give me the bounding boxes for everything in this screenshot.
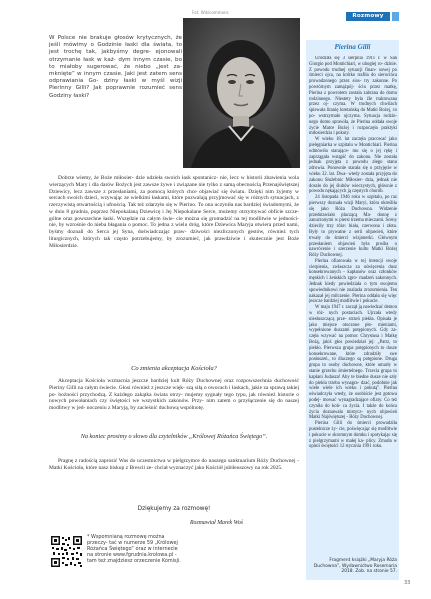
biography-paragraph: Pierina ofiarowała w tej intencji swoje cierpienia, zwłaszcza za uświęcenia dusz konsekrowanych - kapłanów oraz członków męskich i żeńskich zgro- madzeń zakonnych. Jednak kiedy powiedziała o tym swojemu spowiednikowi nie znalazła zrozumienia. Ten nakazał jej milczenie. Pierina oddała się więc jeszcze bardziej modlitwie i pokucie. (309, 258, 397, 305)
biography-paragraph: 24 listopada 1946 roku w szpitalu, po raz pierwszy doznała wizji Maryi, która określiła się jako Róża Duchowna. Widzenie przedstawiało płaczącą Ma- donnę z zanurzonymi w piersi trzema mieczami. Sceny dzieciły trzy róże: biała, czerwona i złota. Były to prywatne z serii objawień, które trwały do śmierci wizjonerki. Głównym przesłaniem objawień była prośba o nawrócenie i szerzenie kultu Matki Bożej Róży Duchownej. (309, 195, 397, 259)
author-signature: Rozmawiał Marek Woś (190, 520, 244, 526)
biography-paragraph: W wieku 18. lat zaczęła pracować jako pielęgniarka w szpitalu w Montichiari. Pierina odmówiła starające- mu się o jej rękę i zaprzągała wstąpić do zakonu. Nie została jednak przyjęta z powodu złego stanu zdrowia. Ponownie starała się o przyjęcie w wieku 32. lat. Dwa- wtedy została przyjęta do zakonu Służebnic Miłosier- dzia, jednak nie doszło do jej ślubów wieczystych, głównie z powodu nękających ją częstych chorób. (309, 137, 397, 195)
qr-code[interactable] (50, 535, 83, 568)
biography-paragraph: Pierina Gilli do śmierci prowadziła pustelnicze ży- cie, poświęcając się modlitwie i pokucie w skromnym domku i spotykając się z pielgrzymami w małej ka- plicy. Zmarła w opinii świętości 12 stycznia 1991 roku. (309, 421, 397, 450)
biography-paragraph: W maju 1947 r. zaczął ją nawiedzać demon w róż- nych postaciach. Ujrzała wtedy niesłuszczącą prze- strzeń piekła. Opisała je jako miejsce otoczone pło- mieniami, wypełnione duszami potępionych. Gdy za- częła wzywać na pomoc Chrystusa i Matkę Bożą, jakiś głos powiedział jej: „Patrz, to piekło. Pierwsza grupa potępionych to dusze konsekrowane, które zdradziły swe posłuszeń., to dlaczego są potępione. Druga grupa to osoby duchowne, które umarły w stanie grzechu śmiertelnego. Trzecia grupa to kapłani Judasza! Aby te biedne dusze nie szły do piekła trzeba wynagra- dzać, podobnie jak wiele wiele ich wieku i pokutą”. Pierina oświadczyła wtedy, że osobiście jest gotowa podej- mować wynagradzające ofiary. Co też czyniła do koń- ca życia. I także do końca życia doznawała mistycz- nych objawień Matki Najświętszej - Róży Duchownej. (309, 305, 397, 421)
sidebar-biography (309, 56, 397, 546)
sidebar-source: Fragment książki „Maryja Róża Duchowna”, Wydawnictwo Rosemaria 2018. Zob. na stronie 57. (313, 558, 397, 575)
page-number: 33 (404, 580, 411, 586)
closing-thanks: Dziękujemy za rozmowę! (137, 506, 211, 512)
section-tab-accent (392, 12, 399, 21)
interview-answer-3 (49, 458, 299, 504)
photo-caption: Fot. Wikicommons (192, 10, 229, 15)
interview-question-3: Na koniec prosimy o słowo dla czytelników „Królowej Różańca Świętego”. (80, 433, 268, 440)
footnote: * Wspomnianą rozmowę można przeczy- tać w numerze 59 „Królowej Różańca Świętego” oraz w internecie na stronie www.fgrudnia.krolowa.pl - tam też znajdziesz orzeczenie Komisji. (87, 534, 181, 564)
biography-paragraph: Urodziła się 3 sierpnia 1911 r. w San Giorgio pod Montichiari, w ubogiej ro- dzinie. Z powodu trudnej sytuacji finan- sowej po śmierci ojca, na krótko trafiła do sierocińca prowadzonego przez sios- try zakonne. Po powtórnym zamążpój- ściu przez matkę, Pierina z powrotem została zabrana do domu rodzinnego. Niestety była źle traktowana przez oj- czyma. W trudnych chwilach śpiewała litanię loretańską do Matki Bożej, co po- wstrzymało ojczyma. Sytuacja rodzin- nego domu sprawiła, że Pierina oddała swoje życie Matce Bożej i rozpoczęła praktyki miłosierdzia i pokuty. (309, 56, 397, 137)
interview-question: W Polsce nie brakuje głosów krytycznych, że jeśli mówimy o Godzinie łaski dla świata, to jest trochę tak, jakbyśmy degre- ejonowali otrzymanie łask w każ- dym innym czasie, bo to miałoby sugerować, że niebo „jest za- mknięte” w innym czasie. Jaki jest zatem sens odprawiania Go- dziny łaski w myśl wizji Pierinny Gilli? Jak poprawnie rozumieć sens Godziny łaski? (49, 35, 182, 99)
interview-answer-1 (49, 175, 299, 363)
answer-paragraph: Dobrze wiemy, że Boże miłosier- dzie udzieła swoich łask spontanicz- nie, lecz w historii zbawienia wola wierzących Mary i dla darów Bożych jest zawsze żywe i związane nie tylko z samą obecnością Przenajświętszej Dziewicy, lecz zawsze z przesłaniami, za pomocą których chce objawiać się światu. Dzięki nim żyjemy w sercach swoich dzieci, wzywając ze wielkimi łaskami, które pozwalają przyjmować się w różnych sytuacjach, z rzeczywistą otwartością i ufnością. Tak też zdarzyło się w Pierino. To ona uczyniła nas bardziej świadomymi, że w dniu 8 grudnia, poprzez Niepokalaną Dziewicę i Jej Niepokalane Serce, możemy otrzymywać obficie szcze- gólne oraz powszechne łaski. Wszędzie na całym świe- cie można się gromadzić na tej modlitwie w jedności- nie, by wzrośnie do nieba błagania o pomoc. To jedna z wielu dróg, które Dziewica Maryja otwiera przed nami, byśmy doznali do Serca jej Syna, doświadczając praw- dziwości niezliczonych gestów, również tych liturgicznych, których tak często potrzebujemy, by zrozumieć, jak prawdziwie i skutecznie jest Boże Miłosierdzie. (49, 175, 299, 249)
section-label: Rozmowy (352, 12, 384, 19)
interview-question-2: Co zmienia akceptacja Kościoła? (131, 365, 217, 372)
answer-paragraph: Akceptacja Kościoła wzmacnia jeszcze bardziej kult Róży Duchownej oraz rozpowszechnia duchowość Pieriny Gilli na całym świecie. Głosi również z jeszcze więk- szą siłą o owocach i łaskach, jakie za sprawą takiej po- bożności przychodzą. Z każdego zakątka świata otrzy- mujemy sygnały tego typu, jak również historie o nowych powołaniach czy świętości we wszystkich zakonów. Przy- nim zatem o przyłączenie się do naszej modlitwy w jed- noczeniu z Maryją, by zacieśnić duchową wspólnotę. (49, 378, 299, 411)
answer-paragraph: Pragnę z radością zaprosić Was do uczestnictwa w pielgrzymce do naszego sanktuarium Róży Duchownej - Matki Kościoła, które nasz biskup z Brescii ze- chciał wyznaczyć jako Kościół jubileuszowy na rok 2025. (49, 458, 299, 471)
portrait-photo (183, 18, 300, 168)
interview-answer-2 (49, 378, 299, 430)
sidebar-title: Pierina Gilli (334, 43, 371, 51)
